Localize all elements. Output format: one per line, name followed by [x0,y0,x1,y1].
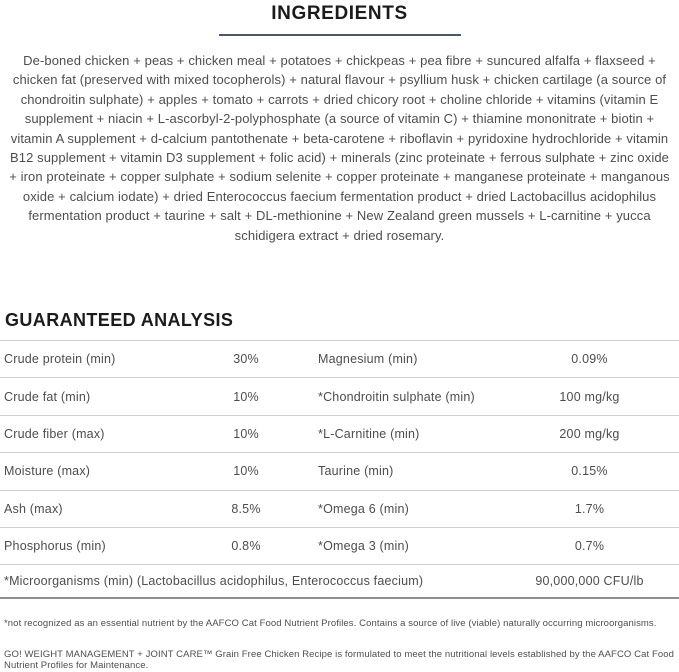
nutrient-value: 100 mg/kg [559,389,620,404]
nutrient-label: Ash (max) [4,501,63,516]
nutrient-value: 10% [233,464,259,479]
footnote-aafco-statement: GO! WEIGHT MANAGEMENT + JOINT CARE™ Grain Free Chicken Recipe is formulated to meet the nutritional levels established by the AAFCO Cat Food Nutrient Profiles for Maintenance. [4,648,675,672]
table-row [0,490,679,527]
nutrient-label: Moisture (max) [4,464,91,479]
nutrient-label: *Microorganisms (min) (Lactobacillus acidophilus, Enterococcus faecium) [4,574,424,589]
nutrient-label: *L-Carnitine (min) [318,427,420,442]
table-row [0,452,679,489]
nutrient-value: 0.8% [231,539,261,554]
nutrient-value: 0.15% [571,464,608,479]
ingredients-text: De-boned chicken + peas + chicken meal + potatoes + chickpeas + pea fibre + suncured alfalfa + flaxseed + chicken fat (preserved with mixed tocopherols) + natural flavour + psyllium husk + chicken cartilage (a source of chondroitin sulphate) + apples + tomato + carrots + dried chicory root + choline chloride + vitamins (vitamin E supplement + niacin + L-ascorbyl-2-polyphosphate (a source of vitamin C) + thiamine mononitrate + biotin + vitamin A supplement + d-calcium pantothenate + beta-carotene + riboflavin + pyridoxine hydrochloride + vitamin B12 supplement + vitamin D3 supplement + folic acid) + minerals (zinc proteinate + ferrous sulphate + zinc oxide + iron proteinate + copper sulphate + sodium selenite + copper proteinate + manganese proteinate + manganous oxide + calcium iodate) + dried Enterococcus faecium fermentation product + dried Lactobacillus acidophilus fermentation product + taurine + salt + DL-methionine + New Zealand green mussels + L-carnitine + yucca schidigera extract + dried rosemary. [9,53,670,243]
footnote-asterisk: *not recognized as an essential nutrient by the AAFCO Cat Food Nutrient Profiles. Contains a source of live (viable) naturally occurring microorganisms. [4,618,657,630]
nutrient-label: Crude protein (min) [4,352,116,367]
nutrient-label: Crude fiber (max) [4,427,105,442]
title-underline [219,34,461,36]
nutrient-value: 10% [233,427,259,442]
nutrient-value: 30% [233,352,259,367]
nutrient-value: 0.7% [574,539,605,554]
nutrient-value: 1.7% [574,501,605,516]
nutrient-label: *Omega 3 (min) [318,539,410,554]
nutrient-label: Phosphorus (min) [4,539,106,554]
table-row-microorganisms [0,564,679,597]
guaranteed-analysis-title: GUARANTEED ANALYSIS [5,310,234,331]
nutrient-value: 0.09% [571,352,608,367]
nutrient-value: 200 mg/kg [559,427,620,442]
nutrient-value: 90,000,000 CFU/lb [535,574,644,589]
nutrient-value: 10% [233,389,259,404]
table-row [0,527,679,564]
nutrient-label: Magnesium (min) [318,352,418,367]
table-row [0,340,679,377]
nutrient-label: *Omega 6 (min) [318,501,410,516]
nutrient-label: Taurine (min) [318,464,394,479]
table-row [0,415,679,452]
nutrient-value: 8.5% [231,501,261,516]
nutrient-label: Crude fat (min) [4,389,91,404]
guaranteed-analysis-table [0,340,679,599]
table-row [0,377,679,414]
nutrient-label: *Chondroitin sulphate (min) [318,389,475,404]
ingredients-title: INGREDIENTS [271,3,408,24]
